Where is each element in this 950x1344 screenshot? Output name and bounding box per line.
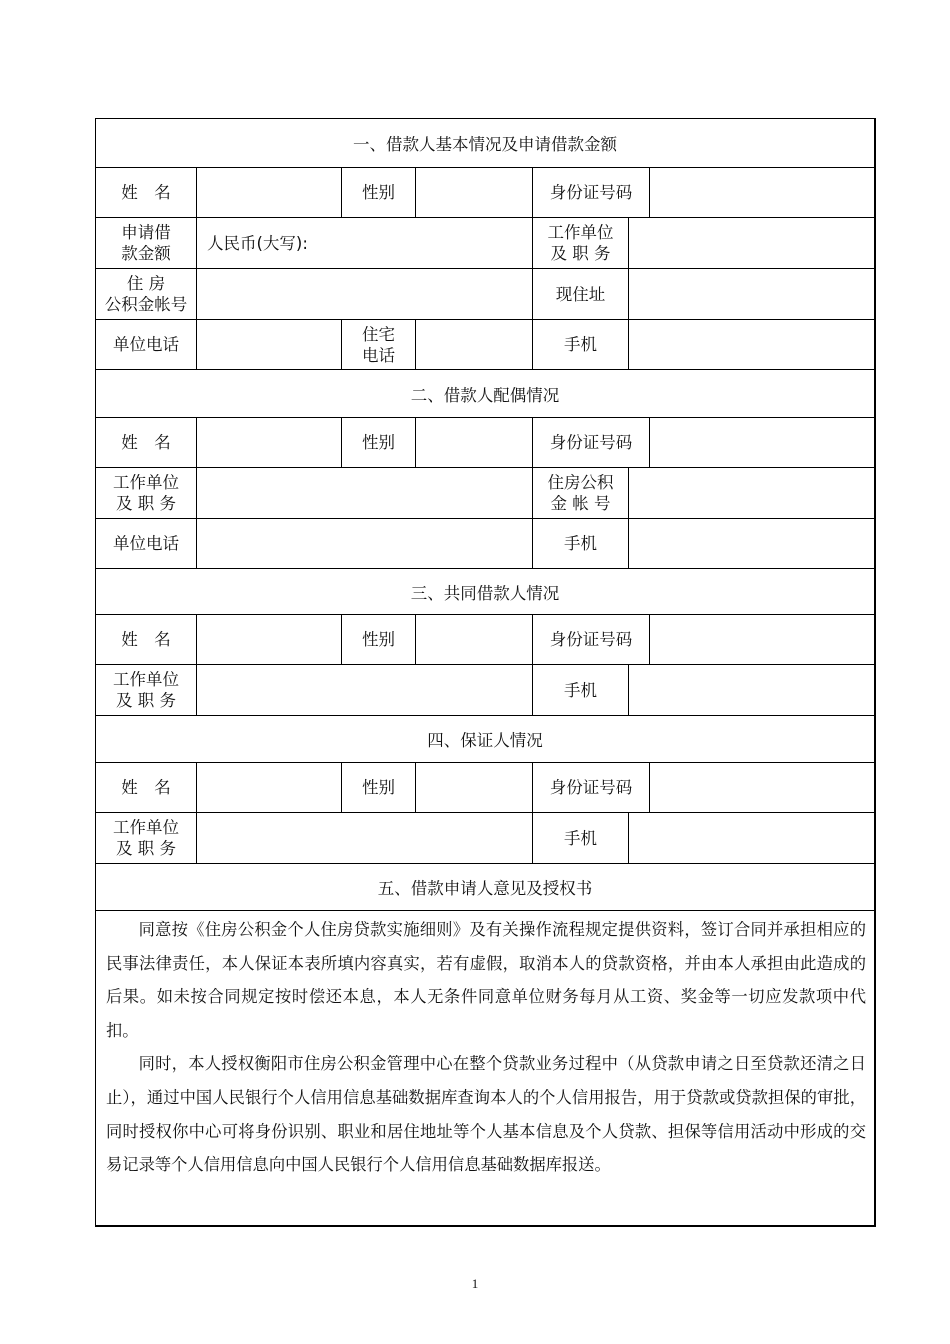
coborrower-work-unit-field[interactable] [197,665,533,715]
guarantor-work-unit-label: 工作单位 及 职 务 [96,813,197,863]
borrower-phone-row [96,320,874,370]
declaration-text [106,913,866,1182]
borrower-work-unit-field[interactable] [629,218,874,268]
coborrower-name-label: 姓 名 [96,615,197,664]
section-2-header [96,370,874,418]
section-3-title: 三、共同借款人情况 [410,583,560,603]
home-phone-field[interactable] [416,320,533,369]
spouse-fund-account-field[interactable] [629,468,874,518]
spouse-name-field[interactable] [197,418,342,467]
guarantor-name-field[interactable] [197,763,342,812]
loan-application-form [95,118,876,1227]
current-address-label: 现住址 [533,269,629,319]
spouse-gender-field[interactable] [416,418,533,467]
declaration-paragraph-1: 同意按《住房公积金个人住房贷款实施细则》及有关操作流程规定提供资料，签订合同并承担相应的民事法律责任，本人保证本表所填内容真实，若有虚假，取消本人的贷款资格，并由本人承担由此造成的后果。如未按合同规定按时偿还本息，本人无条件同意单位财务每月从工资、奖金等一切应发款项中代扣。 [106,920,866,1040]
borrower-basic-row [96,168,874,218]
spouse-name-label: 姓 名 [96,418,197,467]
guarantor-name-label: 姓 名 [96,763,197,812]
spouse-id-field[interactable] [650,418,874,467]
current-address-field[interactable] [629,269,874,319]
borrower-work-unit-label: 工作单位 及 职 务 [533,218,629,268]
guarantor-work-row [96,813,874,864]
unit-phone-field[interactable] [197,320,342,369]
coborrower-work-unit-label: 工作单位 及 职 务 [96,665,197,715]
borrower-gender-label: 性别 [342,168,416,217]
fund-account-label: 住 房 公积金帐号 [96,269,197,319]
unit-phone-label: 单位电话 [96,320,197,369]
section-5-header [96,864,874,911]
guarantor-mobile-label: 手机 [533,813,629,863]
section-1-title: 一、借款人基本情况及申请借款金额 [353,135,617,154]
spouse-unit-phone-label: 单位电话 [96,519,197,568]
guarantor-work-unit-field[interactable] [197,813,533,863]
spouse-gender-label: 性别 [342,418,416,467]
home-phone-label: 住宅 电话 [342,320,416,369]
section-3-header [96,569,874,615]
section-2-title: 二、借款人配偶情况 [410,385,560,405]
borrower-id-field[interactable] [650,168,874,217]
spouse-phone-row [96,519,874,569]
borrower-name-label: 姓 名 [96,168,197,217]
spouse-work-unit-label: 工作单位 及 职 务 [96,468,197,518]
spouse-id-label: 身份证号码 [533,418,650,467]
spouse-work-row [96,468,874,519]
coborrower-basic-row [96,615,874,665]
section-1-header [96,119,874,168]
spouse-unit-phone-field[interactable] [197,519,533,568]
page-number: 1 [471,1276,479,1291]
coborrower-mobile-field[interactable] [629,665,874,715]
guarantor-basic-row [96,763,874,813]
section-4-title: 四、保证人情况 [427,731,543,750]
section-5-title: 五、借款申请人意见及授权书 [377,879,593,898]
loan-amount-field[interactable] [197,218,533,268]
coborrower-gender-label: 性别 [342,615,416,664]
declaration-paragraph-2: 同时，本人授权衡阳市住房公积金管理中心在整个贷款业务过程中（从贷款申请之日至贷款还清之日止），通过中国人民银行个人信用信息基础数据库查询本人的个人信用报告，用于贷款或贷款担保的审批，同时授权你中心可将身份识别、职业和居住地址等个人基本信息及个人贷款、担保等信用活动中形成的交易记录等个人信用信息向中国人民银行个人信用信息基础数据库报送。 [106,1054,866,1175]
coborrower-id-label: 身份证号码 [533,615,650,664]
loan-amount-label: 申请借 款金额 [96,218,197,268]
coborrower-id-field[interactable] [650,615,874,664]
guarantor-gender-label: 性别 [342,763,416,812]
spouse-mobile-label: 手机 [533,519,629,568]
borrower-id-label: 身份证号码 [533,168,650,217]
spouse-basic-row [96,418,874,468]
spouse-work-unit-field[interactable] [197,468,533,518]
fund-account-field[interactable] [197,269,533,319]
borrower-amount-row [96,218,874,269]
mobile-label: 手机 [533,320,629,369]
mobile-field[interactable] [629,320,874,369]
coborrower-work-row [96,665,874,716]
borrower-account-row [96,269,874,320]
guarantor-mobile-field[interactable] [629,813,874,863]
borrower-name-field[interactable] [197,168,342,217]
spouse-mobile-field[interactable] [629,519,874,568]
coborrower-mobile-label: 手机 [533,665,629,715]
guarantor-id-field[interactable] [650,763,874,812]
spouse-fund-account-label: 住房公积 金 帐 号 [533,468,629,518]
section-4-header [96,716,874,763]
borrower-gender-field[interactable] [416,168,533,217]
guarantor-id-label: 身份证号码 [533,763,650,812]
coborrower-name-field[interactable] [197,615,342,664]
coborrower-gender-field[interactable] [416,615,533,664]
guarantor-gender-field[interactable] [416,763,533,812]
amount-prefix: 人民币(大写): [207,233,308,253]
